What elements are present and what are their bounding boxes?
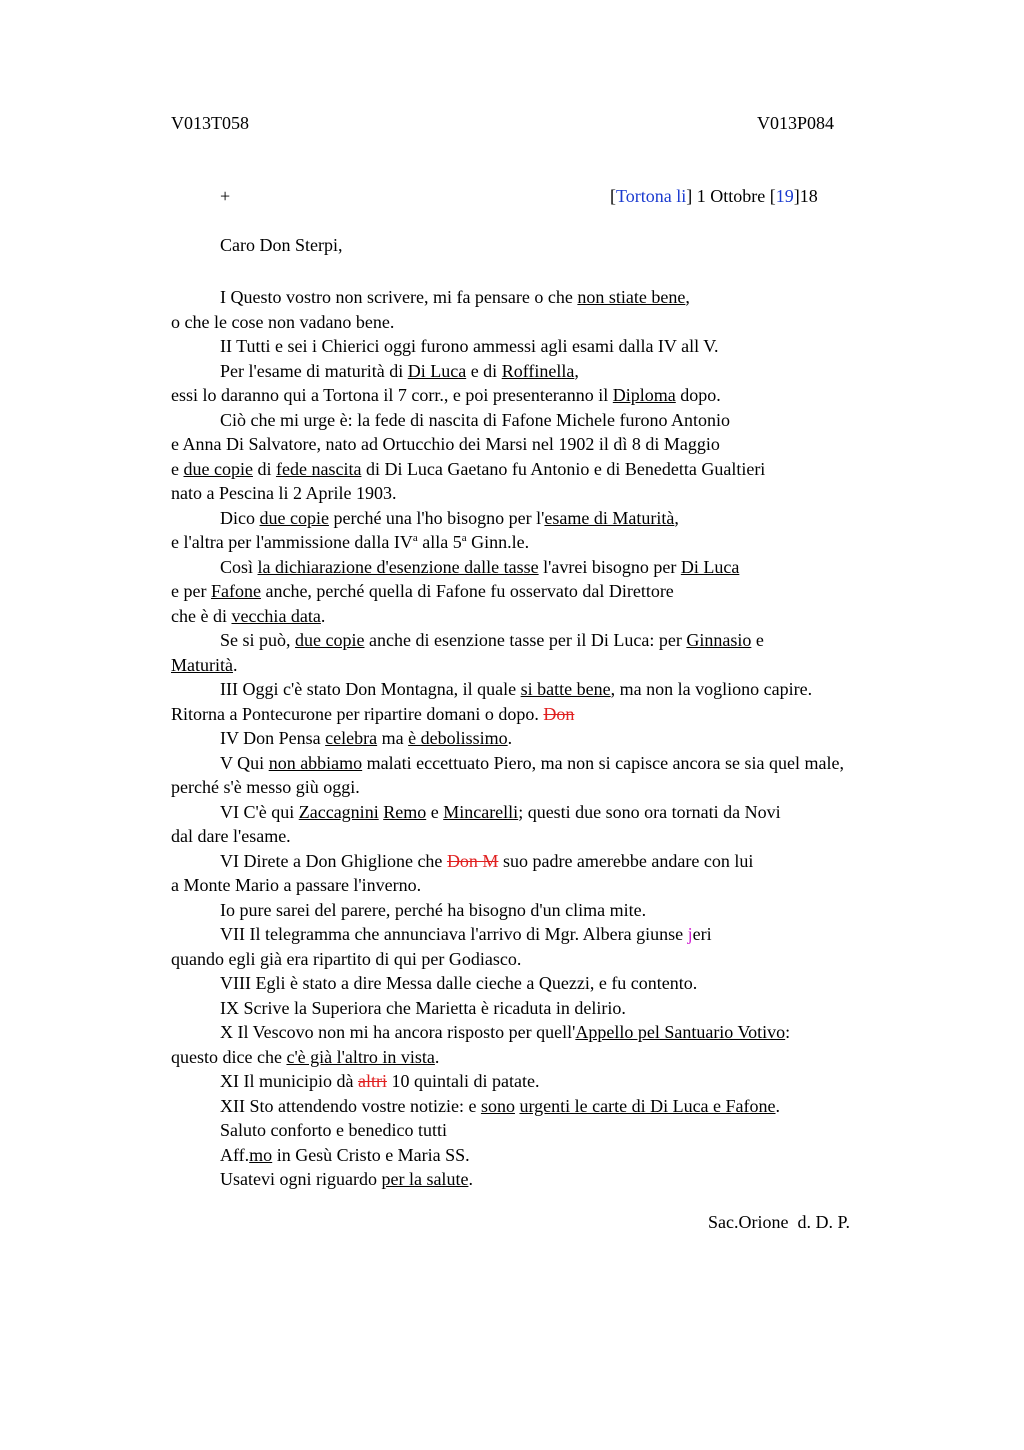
text-run: alla 5 (417, 532, 462, 552)
letter-line (171, 1020, 971, 1045)
salutation: Caro Don Sterpi, (220, 235, 343, 255)
struck-text: Don M (446, 850, 499, 871)
text-run: I Questo vostro non scrivere, mi fa pensare o che (220, 287, 578, 307)
underlined-text: due copie (295, 630, 365, 650)
text-run: IV Don Pensa (220, 728, 326, 748)
letter-line (171, 432, 971, 457)
signature: Sac.Orione d. D. P. (708, 1212, 850, 1232)
text-run: 10 quintali di patate. (386, 1071, 540, 1091)
text-run: ; questi due sono ora tornati da Novi (518, 801, 781, 822)
underlined-text: è debolissimo (408, 728, 508, 748)
letter-line (171, 971, 971, 996)
text-run: malati eccettuato Piero, ma non si capisce ancora se sia quel male, (362, 752, 844, 773)
text-run: anche, perché quella di Fafone fu osservato dal Direttore (260, 581, 674, 601)
text-run: V Qui (220, 752, 269, 773)
underlined-text: Di Luca (407, 360, 467, 381)
letter-line (171, 1069, 971, 1094)
text-run: l'avrei bisogno per (538, 556, 681, 577)
text-run: , (574, 360, 579, 381)
text-run: X Il Vescovo non mi ha ancora risposto per quell' (220, 1022, 576, 1042)
date-day-month: 1 Ottobre (692, 186, 770, 206)
letter-line (171, 604, 971, 629)
letter-line (171, 481, 971, 506)
underlined-text: Ginnasio (686, 630, 752, 650)
letter-line (171, 702, 971, 727)
underlined-text: Maturità (171, 654, 233, 675)
struck-text: altri (357, 1071, 387, 1091)
text-run: XII Sto attendendo vostre notizie: e (220, 1095, 481, 1116)
text-run: Per l'esame di maturità di (220, 360, 408, 381)
letter-line (171, 996, 971, 1021)
letter-line (171, 873, 971, 898)
text-run: e (426, 801, 444, 822)
text-run: IX Scrive la Superiora che Marietta è ricaduta in delirio. (220, 997, 626, 1018)
letter-line (171, 383, 971, 408)
text-run: Io pure sarei del parere, perché ha bisogno d'un clima mite. (220, 899, 647, 920)
text-run: quando egli già era ripartito di qui per Godiasco. (171, 948, 522, 969)
letter-line (171, 310, 971, 335)
text-run: , (674, 507, 679, 528)
underlined-text: urgenti le carte di Di Luca e Fafone (519, 1095, 776, 1116)
text-run: questo dice che (171, 1046, 287, 1067)
letter-line (171, 947, 971, 972)
text-run: dopo. (675, 385, 721, 405)
letter-line (171, 359, 971, 384)
date-place: Tortona li (616, 186, 687, 206)
superscript: a (412, 532, 418, 544)
text-run: Aff. (220, 1144, 250, 1165)
letter-line (171, 334, 971, 359)
emended-letter: j (687, 924, 693, 944)
text-run: Ritorna a Pontecurone per ripartire domani o dopo. (171, 703, 544, 724)
underlined-text: celebra (325, 728, 378, 748)
bracket: ] (686, 186, 693, 206)
underlined-text: fede nascita (275, 458, 362, 479)
text-run: suo padre amerebbe andare con lui (498, 850, 754, 871)
text-run: . (775, 1095, 781, 1116)
text-run: Ginn.le. (466, 532, 530, 552)
text-run: : (785, 1022, 791, 1042)
letter-line (171, 653, 971, 678)
underlined-text: Fafone (210, 581, 261, 601)
text-run: di (252, 458, 276, 479)
letter-line (171, 726, 971, 751)
underlined-text: Di Luca (680, 556, 740, 577)
letter-line (171, 824, 971, 849)
letter-line (171, 408, 971, 433)
text-run: ma (377, 728, 409, 748)
date-century: 19 (775, 186, 794, 206)
letter-line (171, 922, 971, 947)
underlined-text: sono (480, 1095, 515, 1116)
letter-line (171, 555, 971, 580)
text-run: o che le cose non vadano bene. (171, 311, 395, 332)
text-run: essi lo daranno qui a Tortona il 7 corr., e poi presenteranno il (171, 385, 613, 405)
letter-line (171, 628, 971, 653)
letter-line (171, 285, 971, 310)
letter-line (171, 579, 971, 604)
underlined-text: non abbiamo (268, 752, 363, 773)
underlined-text: esame di Maturità (544, 507, 675, 528)
text-run: nato a Pescina li 2 Aprile 1903. (171, 483, 397, 503)
underlined-text: Mincarelli (443, 801, 519, 822)
letter-line (171, 1045, 971, 1070)
letter-line (171, 898, 971, 923)
underlined-text: per la salute (381, 1169, 469, 1189)
underlined-text: c'è già l'altro in vista (286, 1046, 435, 1067)
text-run: e per (171, 581, 211, 601)
underlined-text: vecchia data (231, 605, 321, 626)
date-year: 18 (799, 186, 818, 206)
letter-dateline (610, 186, 818, 207)
text-run: . (434, 1046, 440, 1067)
letter-line (171, 849, 971, 874)
text-run: perché una l'ho bisogno per l' (328, 507, 545, 528)
text-run: eri (692, 924, 712, 944)
underlined-text: non stiate bene (577, 287, 686, 307)
letter-line (171, 1167, 971, 1192)
underlined-text: Appello pel Santuario Votivo (575, 1022, 786, 1042)
text-run: III Oggi c'è stato Don Montagna, il quale (220, 679, 521, 699)
underlined-text: Remo (383, 801, 427, 822)
text-run: in Gesù Cristo e Maria SS. (272, 1144, 470, 1165)
text-run: e Anna Di Salvatore, nato ad Ortucchio dei Marsi nel 1902 il dì 8 di Maggio (171, 434, 720, 454)
text-run: Dico (220, 507, 260, 528)
bracket: [ (610, 186, 616, 206)
underlined-text: due copie (183, 458, 253, 479)
letter-line (171, 1118, 971, 1143)
letter-line (171, 751, 971, 776)
text-run: VII Il telegramma che annunciava l'arrivo di Mgr. Albera giunse (220, 924, 688, 944)
text-run: e (751, 630, 764, 650)
letter-line (171, 677, 971, 702)
text-run: . (232, 654, 238, 675)
text-run: Saluto conforto e benedico tutti (220, 1120, 447, 1140)
text-run: dal dare l'esame. (171, 826, 291, 846)
cross-mark: + (220, 186, 231, 206)
underlined-text: si batte bene (520, 679, 611, 699)
letter-line (171, 1143, 971, 1168)
letter-body (171, 285, 971, 1192)
text-run: Ciò che mi urge è: la fede di nascita di Fafone Michele furono Antonio (220, 409, 731, 430)
text-run: a Monte Mario a passare l'inverno. (171, 875, 422, 895)
bracket: [ (769, 186, 776, 206)
text-run: e di (466, 360, 502, 381)
text-run: VIII Egli è stato a dire Messa dalle cieche a Quezzi, e fu contento. (220, 973, 698, 993)
text-run: anche di esenzione tasse per il Di Luca: per (364, 630, 687, 650)
document-ref-left: V013T058 (171, 113, 249, 133)
text-run: , (685, 287, 690, 307)
text-run: , ma non la vogliono capire. (610, 679, 813, 699)
text-run: II Tutti e sei i Chierici oggi furono ammessi agli esami dalla IV all V. (220, 336, 719, 356)
text-run: . (320, 605, 326, 626)
text-run: di Di Luca Gaetano fu Antonio e di Benedetta Gualtieri (361, 458, 766, 479)
text-run: VI Direte a Don Ghiglione che (220, 850, 447, 871)
letter-line (171, 775, 971, 800)
underlined-text: la dichiarazione d'esenzione dalle tasse (257, 556, 539, 577)
text-run: . (468, 1169, 473, 1189)
document-ref-right: V013P084 (757, 113, 835, 133)
underlined-text: Roffinella (501, 360, 575, 381)
text-run: VI C'è qui (220, 801, 299, 822)
letter-line (171, 506, 971, 531)
underlined-text: Diploma (612, 385, 676, 405)
text-run: e (171, 458, 184, 479)
text-run: Così (220, 556, 258, 577)
letter-line (171, 530, 971, 555)
struck-text: Don (543, 703, 575, 724)
underlined-text: mo (249, 1144, 273, 1165)
text-run: Se si può, (220, 630, 296, 650)
letter-line (171, 457, 971, 482)
text-run: e l'altra per l'ammissione dalla IV (171, 532, 413, 552)
text-run: Usatevi ogni riguardo (220, 1169, 382, 1189)
text-run: perché s'è messo giù oggi. (171, 777, 360, 797)
text-run: . (507, 728, 513, 748)
text-run: che è di (171, 605, 232, 626)
superscript: a (461, 532, 467, 544)
text-run: XI Il municipio dà (220, 1071, 358, 1091)
letter-line (171, 1094, 971, 1119)
underlined-text: due copie (259, 507, 329, 528)
letter-line (171, 800, 971, 825)
underlined-text: Zaccagnini (298, 801, 379, 822)
bracket: ] (793, 186, 800, 206)
